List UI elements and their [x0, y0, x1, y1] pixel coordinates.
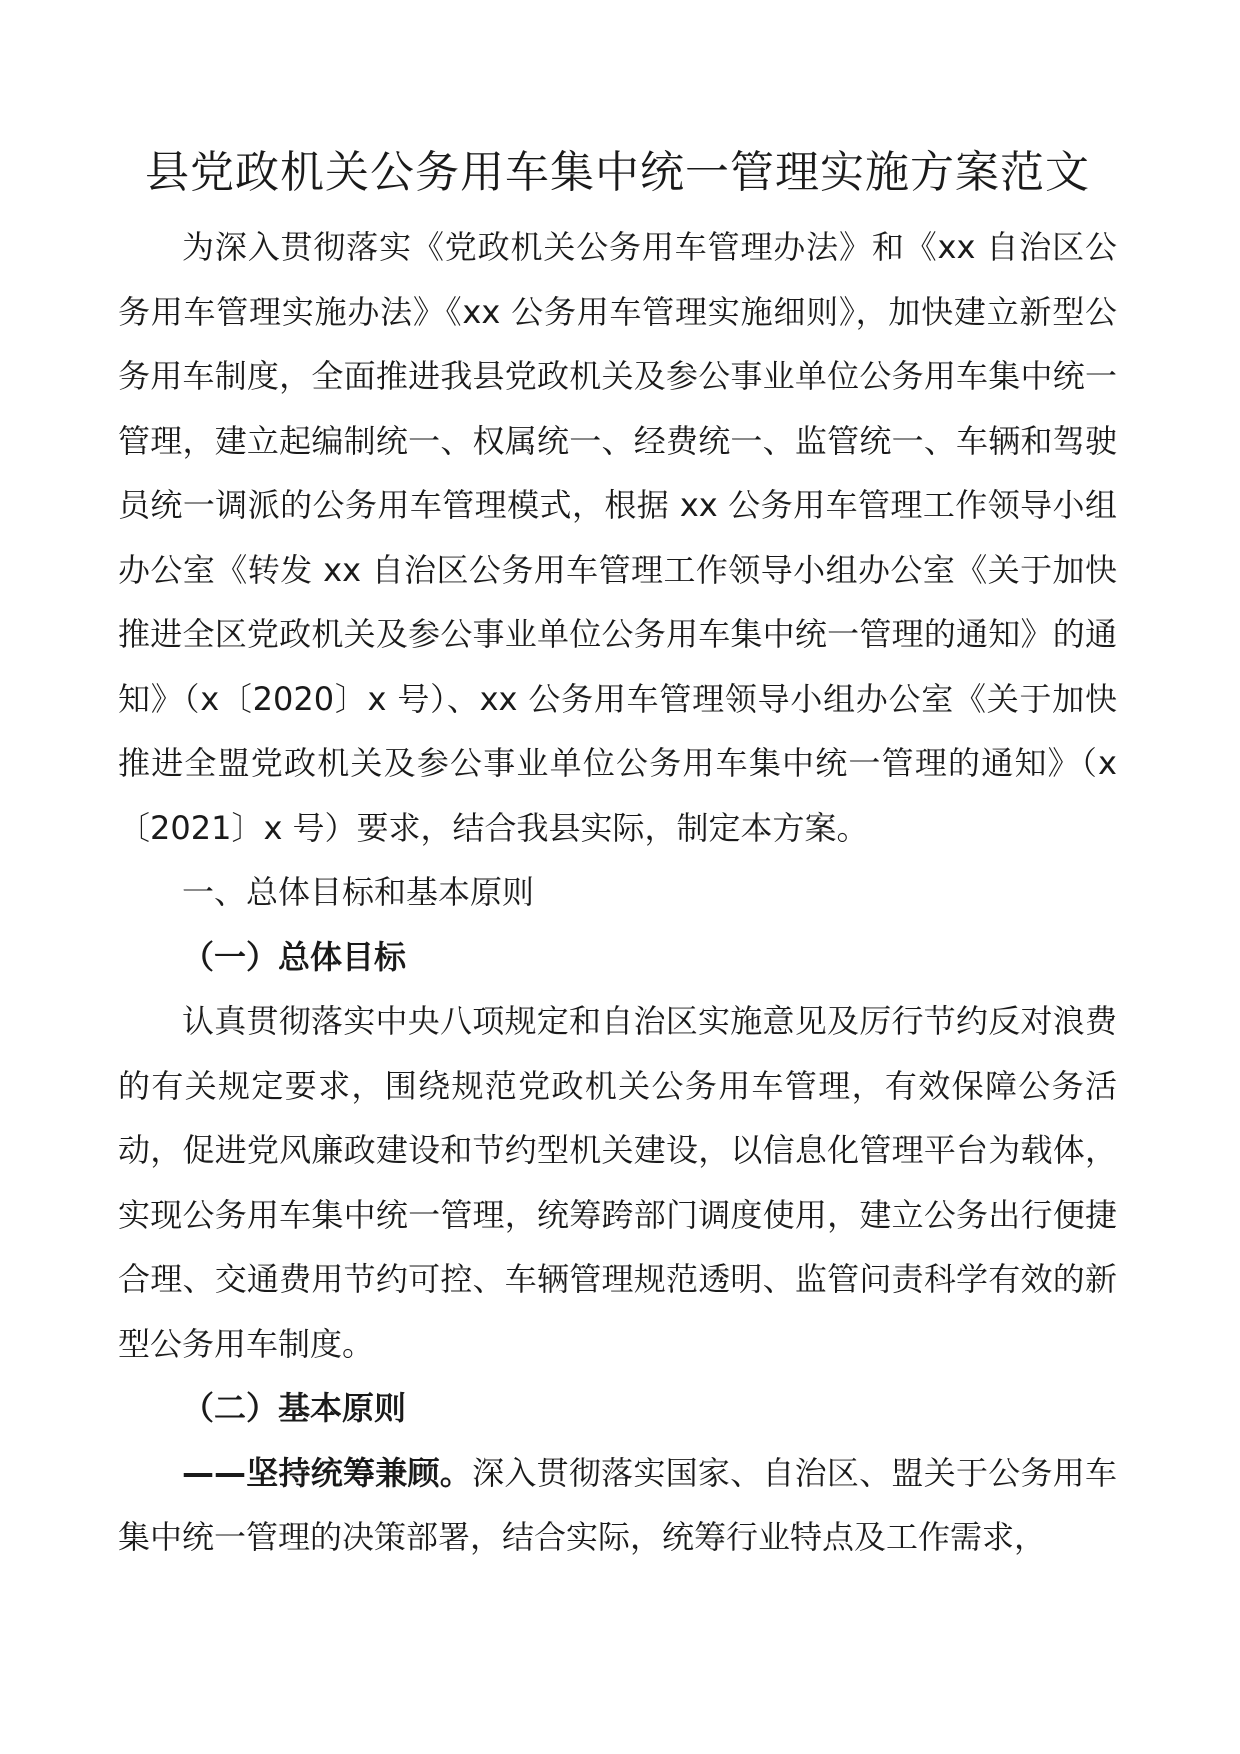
principle-lead: ——坚持统筹兼顾。: [182, 1453, 473, 1492]
section-heading-1: 一、总体目标和基本原则: [182, 873, 535, 911]
goal-paragraph: 认真贯彻落实中央八项规定和自治区实施意见及厉行节约反对浪费的有关规定要求，围绕规范党政机关公务用车管理，有效保障公务活动，促进党风廉政建设和节约型机关建设，以信息化管理平台为载体，实现公务用车集中统一管理，统筹跨部门调度使用，建立公务出行便捷合理、交通费用节约可控、车辆管理规范透明、监管问责科学有效的新型公务用车制度。: [118, 1002, 1117, 1363]
subsection-heading-principles: （二）基本原则: [182, 1389, 407, 1427]
principle-paragraph-1: [118, 1441, 1117, 1570]
intro-paragraph: 为深入贯彻落实《党政机关公务用车管理办法》和《xx 自治区公务用车管理实施办法》《xx 公务用车管理实施细则》，加快建立新型公务用车制度，全面推进我县党政机关及参公事业单位公务用车集中统一管理，建立起编制统一、权属统一、经费统一、监管统一、车辆和驾驶员统一调派的公务用车管理模式，根据 xx 公务用车管理工作领导小组办公室《转发 xx 自治区公务用车管理工作领导小组办公室《关于加快推进全区党政机关及参公事业单位公务用车集中统一管理的通知》的通知》（x〔2020〕x 号）、xx 公务用车管理领导小组办公室《关于加快推进全盟党政机关及参公事业单位公务用车集中统一管理的通知》（x〔2021〕x 号）要求，结合我县实际，制定本方案。: [118, 228, 1117, 847]
document-title: 县党政机关公务用车集中统一管理实施方案范文: [145, 147, 1090, 198]
subsection-heading-goal: （一）总体目标: [182, 937, 407, 976]
principle-body: 深入贯彻落实国家、自治区、盟关于公务用车集中统一管理的决策部署，结合实际，统筹行业特点及工作需求，: [118, 1453, 1117, 1556]
